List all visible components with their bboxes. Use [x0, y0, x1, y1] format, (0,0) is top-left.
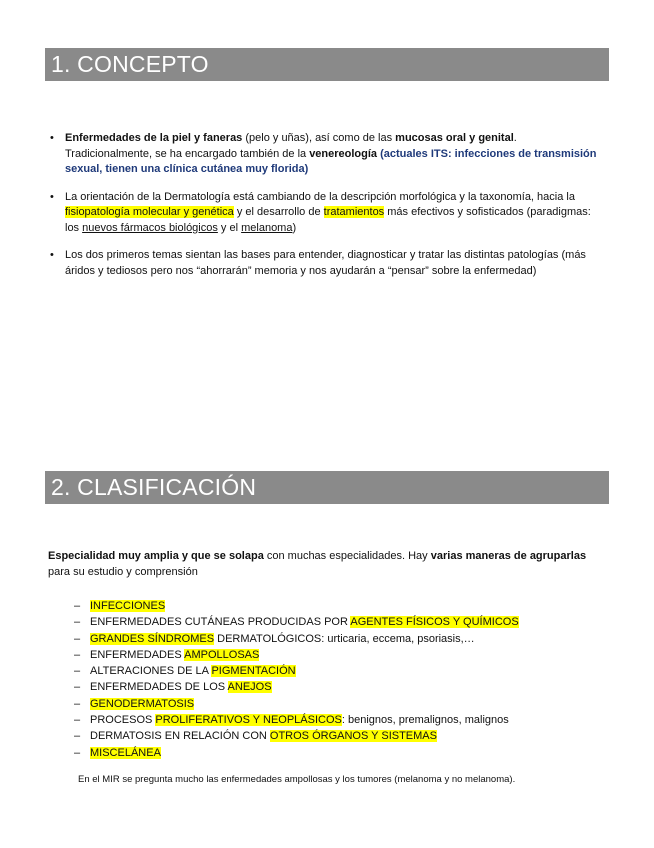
highlighted-text: GENODERMATOSIS — [90, 697, 195, 710]
bullet-item — [48, 131, 604, 178]
highlighted-text: GRANDES SÍNDROMES — [90, 632, 215, 645]
mir-note: En el MIR se pregunta mucho las enfermedades ampollosas y los tumores (melanoma y no melanoma). — [78, 774, 516, 785]
text: ENFERMEDADES DE LOS — [90, 681, 228, 694]
list-item — [74, 614, 519, 630]
clasificacion-intro — [48, 548, 608, 580]
text: DERMATOSIS EN RELACIÓN CON — [90, 730, 270, 743]
section-title-concepto: 1. CONCEPTO — [45, 48, 609, 81]
dash-icon: – — [74, 714, 81, 727]
highlighted-text: ANEJOS — [227, 681, 272, 694]
text: para su estudio y comprensión — [48, 566, 198, 578]
text: ENFERMEDADES CUTÁNEAS PRODUCIDAS POR — [90, 616, 351, 629]
dash-icon: – — [74, 616, 81, 629]
highlighted-text: AMPOLLOSAS — [184, 648, 260, 661]
list-item — [74, 712, 519, 728]
bullet-item — [48, 248, 604, 279]
highlighted-text: OTROS ÓRGANOS Y SISTEMAS — [269, 730, 437, 743]
text: más efectivos y sofisticados (paradigmas: los — [65, 206, 591, 234]
bold-text: Enfermedades de la piel y faneras — [65, 132, 243, 144]
highlighted-text: PIGMENTACIÓN — [211, 665, 296, 678]
text: La orientación de la Dermatología está cambiando de la descripción morfológica y la taxonomía, hacia la — [65, 190, 575, 203]
list-item — [74, 631, 519, 647]
blue-text: (actuales ITS: infecciones de transmisión sexual, tienen una clínica cutánea muy florida) — [65, 147, 597, 175]
bold-text: mucosas oral y genital — [395, 132, 514, 144]
concepto-bullet-list — [48, 131, 604, 291]
highlighted-text: fisiopatología molecular y genética — [65, 206, 234, 218]
list-item — [74, 663, 519, 679]
list-item — [74, 696, 519, 712]
text: PROCESOS — [90, 714, 156, 727]
list-item — [74, 598, 519, 614]
bold-text: Especialidad muy amplia y que se solapa — [48, 550, 264, 562]
text: ALTERACIONES DE LA — [90, 665, 212, 678]
dash-icon: – — [74, 665, 81, 678]
dash-icon: – — [74, 681, 81, 694]
bold-text: varias maneras de agruparlas — [430, 550, 587, 562]
dash-icon: – — [74, 632, 81, 645]
text: : benignos, premalignos, malignos — [341, 714, 509, 727]
list-item — [74, 728, 519, 744]
highlighted-text: tratamientos — [323, 206, 385, 218]
dash-icon: – — [74, 730, 81, 743]
text: con muchas especialidades. Hay — [263, 550, 431, 562]
underlined-text: nuevos fármacos biológicos — [82, 221, 218, 234]
highlighted-text: INFECCIONES — [90, 600, 166, 612]
highlighted-text: PROLIFERATIVOS Y NEOPLÁSICOS — [155, 714, 342, 727]
list-item — [74, 745, 519, 761]
dash-icon: – — [74, 600, 81, 612]
text: ) — [292, 221, 297, 234]
list-item — [74, 679, 519, 695]
bold-text: venereología — [309, 147, 378, 160]
dash-icon: – — [74, 697, 81, 710]
dash-icon: – — [74, 648, 81, 661]
text: (pelo y uñas), así como de las — [242, 132, 396, 144]
section-title-clasificacion: 2. CLASIFICACIÓN — [45, 471, 609, 504]
bullet-dot-icon: • — [50, 190, 54, 203]
highlighted-text: MISCELÁNEA — [90, 746, 161, 759]
text: DERMATOLÓGICOS: urticaria, eccema, psoriasis,… — [214, 632, 475, 645]
text: . Tradicionalmente, se ha encargado también de la — [65, 132, 517, 160]
text: ENFERMEDADES — [90, 648, 185, 661]
highlighted-text: AGENTES FÍSICOS Y QUÍMICOS — [350, 616, 519, 629]
bullet-item — [48, 190, 604, 237]
clasificacion-list — [74, 598, 519, 761]
bullet-dot-icon: • — [50, 249, 54, 261]
underlined-text: melanoma — [241, 221, 293, 234]
text: Los dos primeros temas sientan las bases para entender, diagnosticar y tratar las distintas patologías (más áridos y tediosos pero nos “ahorrarán” memoria y nos ayudarán a “pensar” sobre la enfermedad) — [65, 249, 586, 277]
text: y el — [217, 221, 242, 234]
text: y el desarrollo de — [233, 206, 324, 218]
dash-icon: – — [74, 746, 81, 759]
bullet-dot-icon: • — [50, 132, 54, 144]
list-item — [74, 647, 519, 663]
